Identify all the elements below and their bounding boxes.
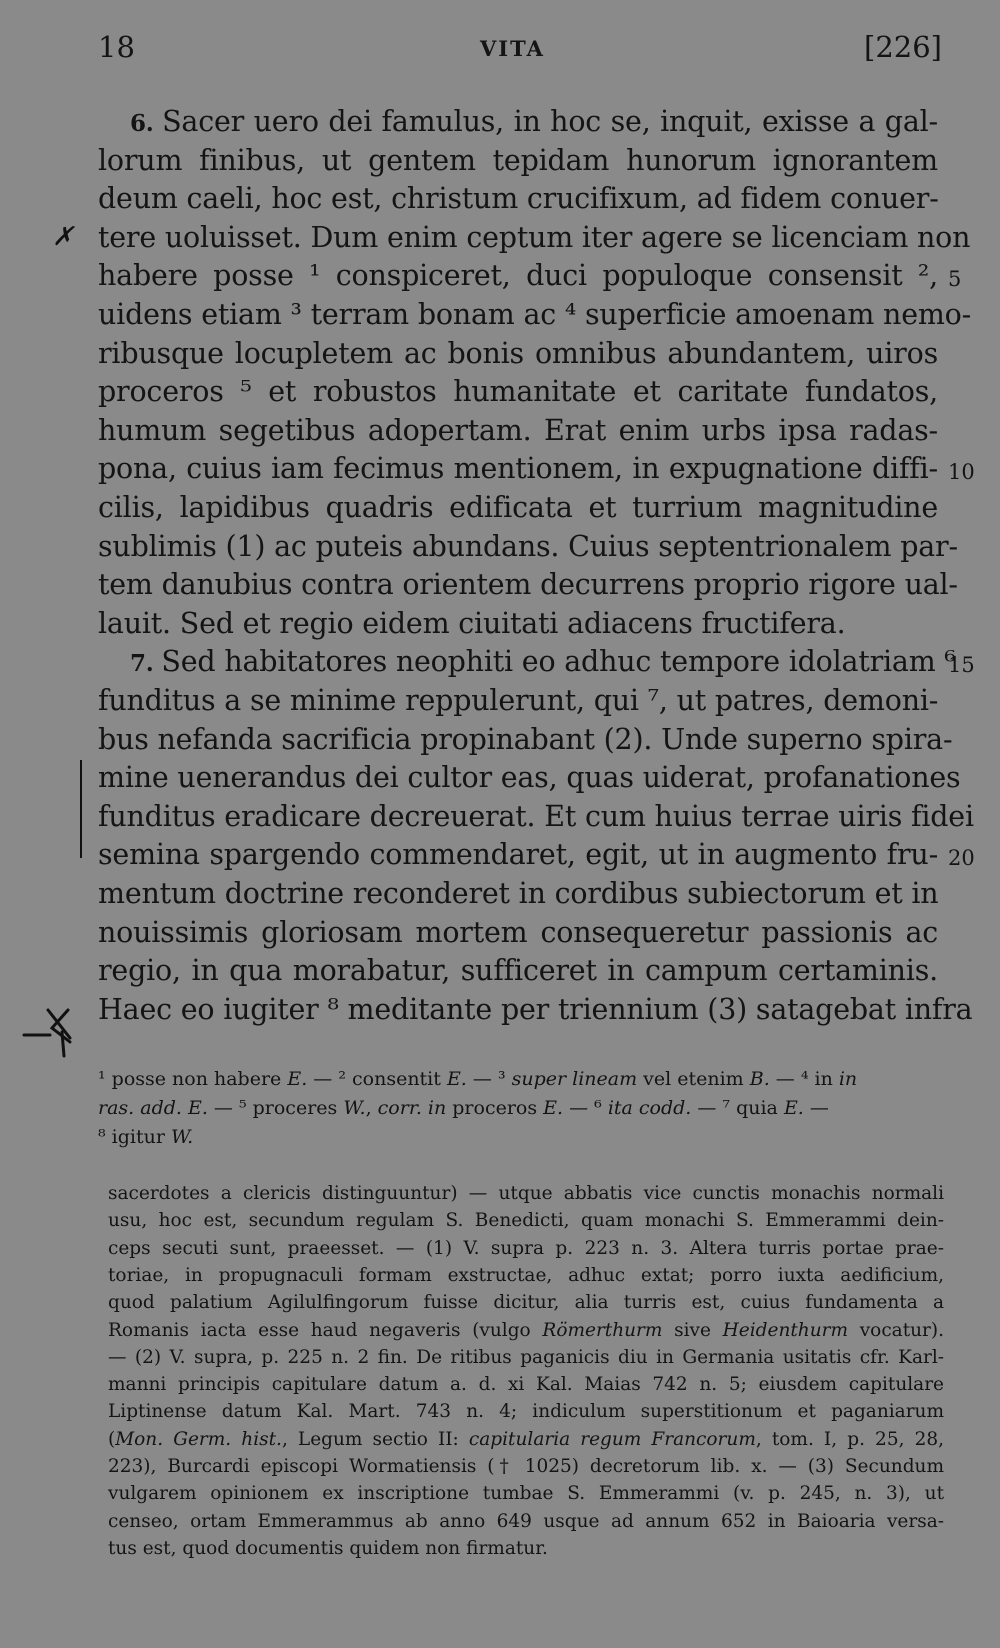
text-line: [98, 992, 973, 1026]
line-text: Haec eo iugiter ⁸ meditante per triennium (3) satagebat infra: [98, 992, 973, 1026]
running-header: [0, 30, 1000, 70]
text-line: [98, 259, 938, 292]
text-line: [98, 298, 972, 331]
apparatus-line: ⁸ igitur W.: [98, 1126, 194, 1148]
note-line: censeo, ortam Emmerammus ab anno 649 usque ad annum 652 in Baioaria versa-: [108, 1510, 944, 1532]
section-number: 7.: [130, 650, 162, 678]
text-line: [98, 491, 938, 524]
text-line: [98, 414, 938, 447]
text-line: [98, 529, 958, 563]
line-text: Sed habitatores neophiti eo adhuc tempore idolatriam ⁶: [161, 645, 956, 679]
section-marker: [226]: [864, 30, 942, 64]
note-line: usu, hoc est, secundum regulam S. Benedicti, quam monachi S. Emmerammi dein-: [108, 1210, 944, 1232]
text-line: [98, 916, 938, 949]
margin-cross-mark: ✗: [52, 222, 74, 252]
note-line: quod palatium Agilulfingorum fuisse dicitur, alia turris est, cuius fundamenta a: [108, 1292, 944, 1314]
line-text: semina spargendo commendaret, egit, ut in augmento fru-: [98, 838, 938, 872]
note-line: tus est, quod documentis quidem non firmatur.: [108, 1537, 548, 1559]
text-line: [130, 645, 956, 679]
line-text: ribusque locupletem ac bonis omnibus abundantem, uiros: [98, 336, 938, 370]
line-number: 15: [948, 653, 975, 678]
text-line: [98, 220, 971, 254]
text-line: [98, 954, 938, 987]
text-line: [98, 375, 938, 408]
line-text: sublimis (1) ac puteis abundans. Cuius septentrionalem par-: [98, 529, 958, 563]
text-line: [130, 105, 938, 138]
line-text: nouissimis gloriosam mortem consequeretur passionis ac: [98, 915, 938, 949]
note-line: manni principis capitulare datum a. d. xi Kal. Maias 742 n. 5; eiusdem capitulare: [108, 1374, 944, 1396]
note-line: Liptinense datum Kal. Mart. 743 n. 4; indiculum superstitionum et paganiarum: [108, 1401, 944, 1423]
text-line: [98, 838, 938, 871]
text-line: [98, 722, 953, 756]
text-line: [98, 877, 938, 910]
note-line: vulgarem opinionem ex inscriptione tumbae S. Emmerammi (v. p. 245, n. 3), ut: [108, 1483, 944, 1505]
line-text: proceros ⁵ et robustos humanitate et caritate fundatos,: [98, 375, 938, 409]
margin-vertical-line: [80, 760, 82, 858]
line-text: funditus a se minime reppulerunt, qui ⁷, ut patres, demoni-: [98, 684, 939, 717]
note-line: toriae, in propugnaculi formam exstructae, adhuc extat; porro iuxta aedificium,: [108, 1264, 944, 1286]
line-text: regio, in qua morabatur, sufficeret in campum certaminis.: [98, 954, 938, 988]
note-line: — (2) V. supra, p. 225 n. 2 fin. De ritibus paganicis diu in Germania usitatis cfr. Karl-: [108, 1346, 944, 1368]
page-number: 18: [98, 30, 135, 64]
text-line: [98, 452, 938, 485]
line-text: uidens etiam ³ terram bonam ac ⁴ superficie amoenam nemo-: [98, 298, 972, 331]
line-text: tem danubius contra orientem decurrens proprio rigore ual-: [98, 568, 958, 602]
line-text: mine uenerandus dei cultor eas, quas uiderat, profanationes: [98, 761, 961, 795]
text-line: [98, 144, 938, 177]
line-text: bus nefanda sacrificia propinabant (2). Unde superno spira-: [98, 722, 953, 756]
margin-handwritten-mark: [20, 990, 80, 1060]
text-line: [98, 607, 938, 640]
apparatus-line: ¹ posse non habere E. — ² consentit E. — ³ super lineam vel etenim B. — ⁴ in in: [98, 1068, 858, 1090]
line-text: habere posse ¹ conspiceret, duci populoque consensit ²,: [98, 259, 938, 293]
line-text: mentum doctrine reconderet in cordibus subiectorum et in: [98, 877, 939, 910]
line-number: 20: [948, 846, 975, 871]
note-line: Romanis iacta esse haud negaveris (vulgo Römerthurm sive Heidenthurm vocatur).: [108, 1319, 945, 1341]
text-line: [98, 799, 974, 833]
line-text: humum segetibus adopertam. Erat enim urbs ipsa radas-: [98, 413, 938, 447]
line-text: lorum finibus, ut gentem tepidam hunorum ignorantem: [98, 143, 938, 177]
running-title: VITA: [480, 36, 545, 61]
line-number: 10: [948, 460, 975, 485]
text-line: [98, 684, 938, 717]
line-text: cilis, lapidibus quadris edificata et turrium magnitudine: [98, 491, 938, 524]
line-text: lauit. Sed et regio eidem ciuitati adiacens fructifera.: [98, 606, 846, 640]
note-line: (Mon. Germ. hist., Legum sectio II: capitularia regum Francorum, tom. I, p. 25, 28,: [108, 1428, 944, 1450]
text-line: [98, 568, 958, 602]
text-line: [98, 337, 938, 370]
line-text: tere uoluisset. Dum enim ceptum iter agere se licenciam non: [98, 220, 971, 254]
section-number: 6.: [130, 110, 163, 137]
line-text: funditus eradicare decreuerat. Et cum huius terrae uiris fidei: [98, 799, 974, 833]
line-number: 5: [948, 267, 962, 292]
note-line: 223), Burcardi episcopi Wormatiensis († 1025) decretorum lib. x. — (3) Secundum: [108, 1456, 944, 1477]
text-line: [98, 761, 961, 795]
line-text: pona, cuius iam fecimus mentionem, in expugnatione diffi-: [98, 452, 938, 486]
line-text: deum caeli, hoc est, christum crucifixum, ad fidem conuer-: [98, 182, 939, 216]
note-line: ceps secuti sunt, praeesset. — (1) V. supra p. 223 n. 3. Altera turris portae prae-: [108, 1237, 944, 1259]
note-line: sacerdotes a clericis distinguuntur) — utque abbatis vice cunctis monachis normali: [108, 1183, 944, 1204]
line-text: Sacer uero dei famulus, in hoc se, inquit, exisse a gal-: [162, 105, 938, 138]
text-line: [98, 182, 938, 215]
apparatus-line: ras. add. E. — ⁵ proceres W., corr. in proceros E. — ⁶ ita codd. — ⁷ quia E. —: [98, 1097, 829, 1119]
